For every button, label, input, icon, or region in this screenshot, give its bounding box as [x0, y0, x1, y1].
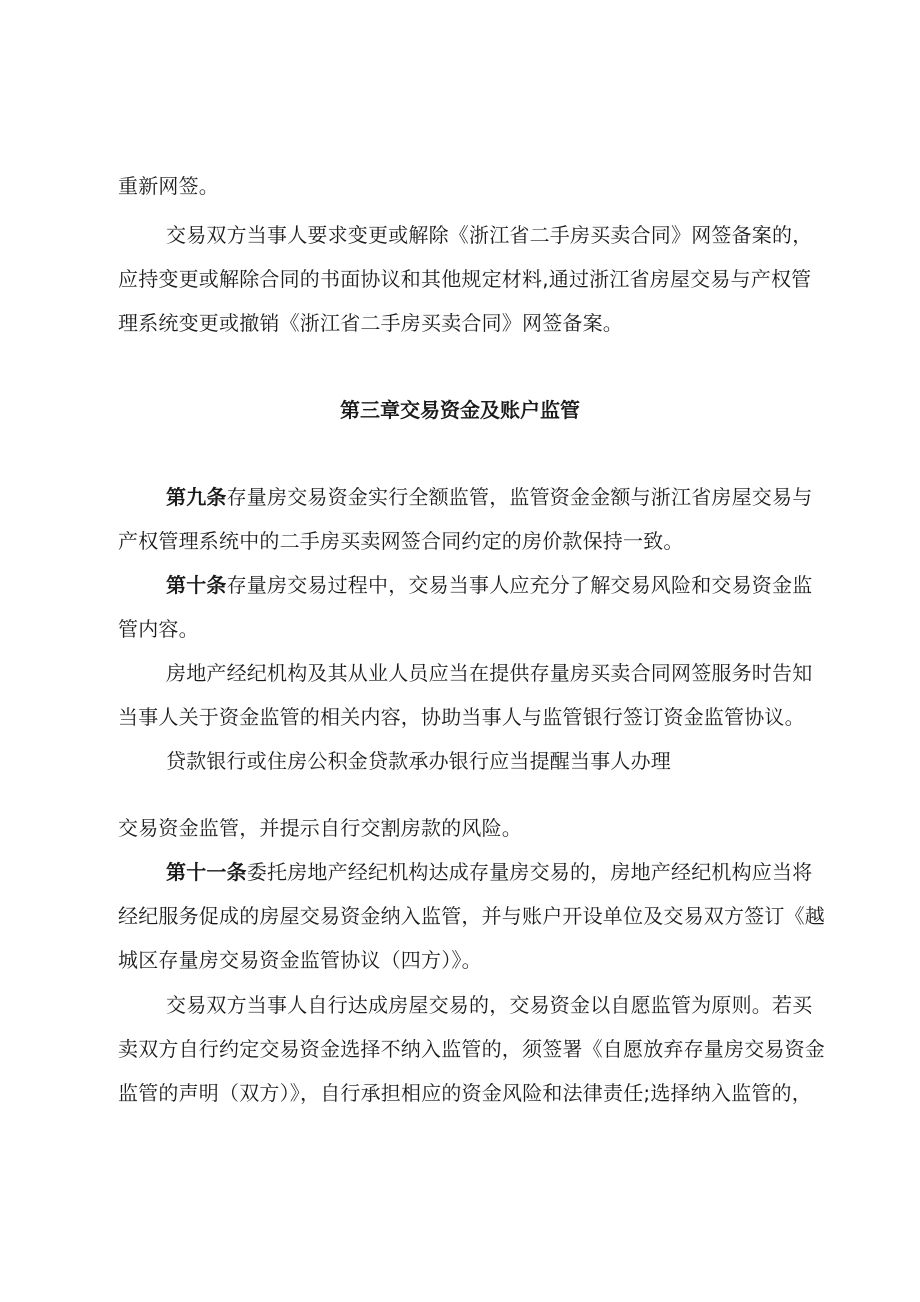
article-11-line [166, 858, 812, 886]
paragraph-line: 交易资金监管，并提示自行交割房款的风险。 [118, 816, 522, 840]
article-number: 第九条 [166, 485, 227, 509]
paragraph-line: 卖双方自行约定交易资金选择不纳入监管的，须签署《自愿放弃存量房交易资金 [118, 1037, 825, 1061]
paragraph-line: 贷款银行或住房公积金贷款承办银行应当提醒当事人办理 [166, 749, 671, 773]
paragraph-line: 理系统变更或撤销《浙江省二手房买卖合同》网签备案。 [118, 311, 623, 335]
paragraph-line: 交易双方当事人自行达成房屋交易的，交易资金以自愿监管为原则。若买 [166, 993, 813, 1017]
chapter-title: 第三章交易资金及账户监管 [340, 398, 580, 422]
paragraph-line: 监管的声明（双方）》，自行承担相应的资金风险和法律责任;选择纳入监管的， [118, 1081, 812, 1105]
paragraph-line: 城区存量房交易资金监管协议（四方）》。 [118, 948, 482, 972]
article-10-line [166, 571, 812, 599]
paragraph-line: 应持变更或解除合同的书面协议和其他规定材料,通过浙江省房屋交易与产权管 [118, 267, 812, 291]
paragraph-line: 交易双方当事人要求变更或解除《浙江省二手房买卖合同》网签备案的， [166, 223, 813, 247]
paragraph-line: 当事人关于资金监管的相关内容，协助当事人与监管银行签订资金监管协议。 [118, 705, 805, 729]
paragraph-line: 重新网签。 [118, 174, 219, 198]
paragraph-line: 管内容。 [118, 617, 199, 641]
article-text: 存量房交易过程中，交易当事人应充分了解交易风险和交易资金监 [226, 573, 813, 597]
article-9-line [166, 483, 812, 511]
article-text: 委托房地产经纪机构达成存量房交易的，房地产经纪机构应当将 [246, 860, 813, 884]
paragraph-line: 产权管理系统中的二手房买卖网签合同约定的房价款保持一致。 [118, 529, 684, 553]
paragraph-line: 房地产经纪机构及其从业人员应当在提供存量房买卖合同网签服务时告知 [166, 661, 813, 685]
article-number: 第十一条 [166, 860, 247, 884]
article-text: 存量房交易资金实行全额监管，监管资金金额与浙江省房屋交易与 [226, 485, 813, 509]
article-number: 第十条 [166, 573, 227, 597]
paragraph-line: 经纪服务促成的房屋交易资金纳入监管，并与账户开设单位及交易双方签订《越 [118, 904, 825, 928]
